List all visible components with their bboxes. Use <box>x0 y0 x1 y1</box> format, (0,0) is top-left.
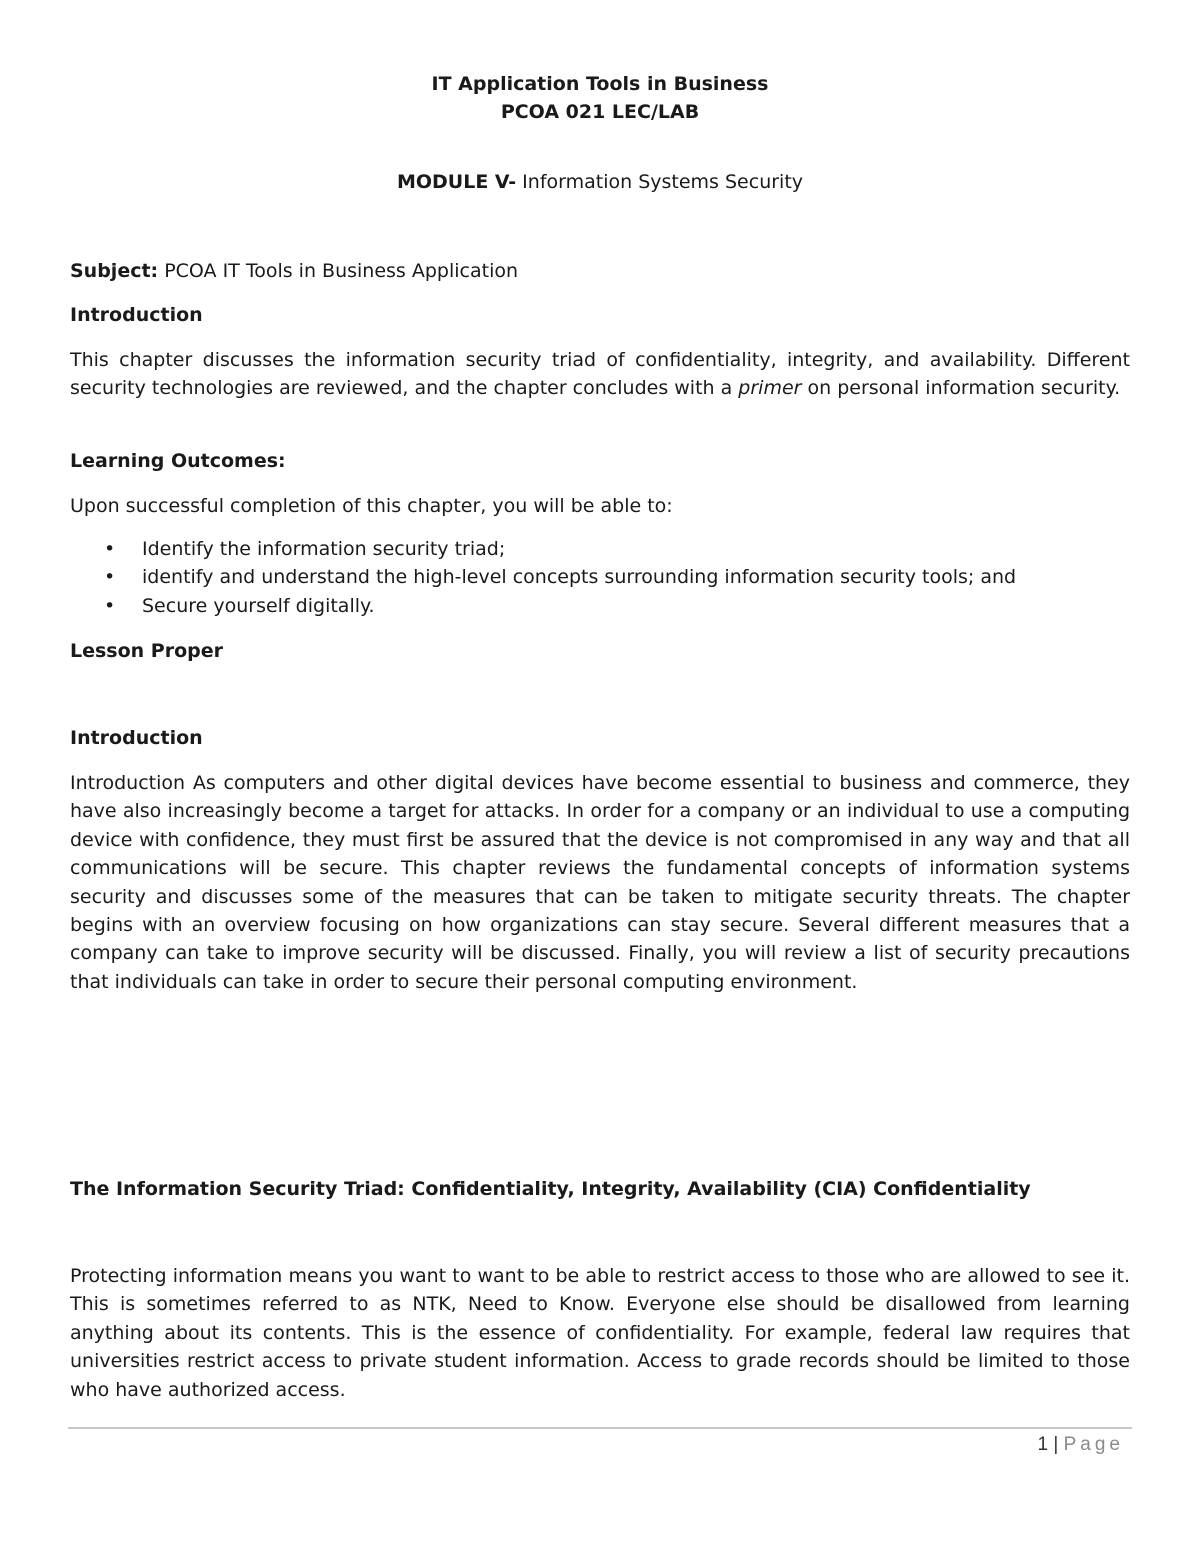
subject-line <box>70 257 518 285</box>
module-title: Information Systems Security <box>516 171 804 193</box>
page-label: Page <box>1063 1434 1124 1455</box>
module-label: MODULE V- <box>396 171 517 193</box>
intro-text-italic: primer <box>738 377 802 400</box>
footer-divider <box>68 1427 1132 1429</box>
subject-label: Subject: <box>70 260 159 282</box>
introduction-paragraph <box>70 346 1130 403</box>
intro-text-after: on personal information security. <box>801 377 1121 400</box>
list-item-text: Identify the information security triad; <box>142 538 506 560</box>
confidentiality-paragraph: Protecting information means you want to want to be able to restrict access to those who are allowed to see it. This is sometimes referred to as NTK, Need to Know. Everyone else should be disallowed from learning anything about its contents. This is the essence of confidentiality. For example, federal law requires that universities restrict access to private student information. Access to grade records should be limited to those who have authorized access. <box>70 1265 1130 1401</box>
list-item <box>104 563 1124 591</box>
page-number-separator: | <box>1053 1434 1059 1455</box>
lesson-proper-heading: Lesson Proper <box>70 640 224 662</box>
list-item-text: identify and understand the high-level concepts surrounding information security tools; and <box>142 566 1017 589</box>
bullet-icon: • <box>104 594 116 617</box>
learning-outcomes-intro: Upon successful completion of this chapter, you will be able to: <box>70 495 673 517</box>
intro-text-before: This chapter discusses the information security triad of confidentiality, integrity, and availability. Different security technologies are reviewed, and the chapter concludes with a <box>70 349 1130 400</box>
lesson-introduction-heading: Introduction <box>70 727 203 749</box>
learning-outcomes-heading: Learning Outcomes: <box>70 450 286 472</box>
course-code: PCOA 021 LEC/LAB <box>500 101 700 123</box>
document-title: IT Application Tools in Business <box>431 73 769 95</box>
list-item <box>104 535 1124 563</box>
list-item <box>104 592 1124 620</box>
page-number-value: 1 <box>1037 1434 1049 1455</box>
subject-value: PCOA IT Tools in Business Application <box>158 260 519 282</box>
lesson-introduction-paragraph: Introduction As computers and other digital devices have become essential to business and commerce, they have also increasingly become a target for attacks. In order for a company or an individual to use a computing device with confidence, they must first be assured that the device is not compromised in any way and that all communications will be secure. This chapter reviews the fundamental concepts of information systems security and discusses some of the measures that can be taken to mitigate security threats. The chapter begins with an overview focusing on how organizations can stay secure. Several different measures that a company can take to improve security will be discussed. Finally, you will review a list of security precautions that individuals can take in order to secure their personal computing environment. <box>70 772 1130 993</box>
page-number <box>1038 1432 1124 1458</box>
list-item-text: Secure yourself digitally. <box>142 594 375 617</box>
bullet-icon: • <box>104 538 116 560</box>
introduction-heading: Introduction <box>70 304 203 326</box>
bullet-icon: • <box>104 566 116 589</box>
learning-outcomes-list <box>104 535 1124 620</box>
module-heading <box>0 168 1200 196</box>
triad-heading: The Information Security Triad: Confidentiality, Integrity, Availability (CIA) Confidentiality <box>70 1178 1031 1200</box>
